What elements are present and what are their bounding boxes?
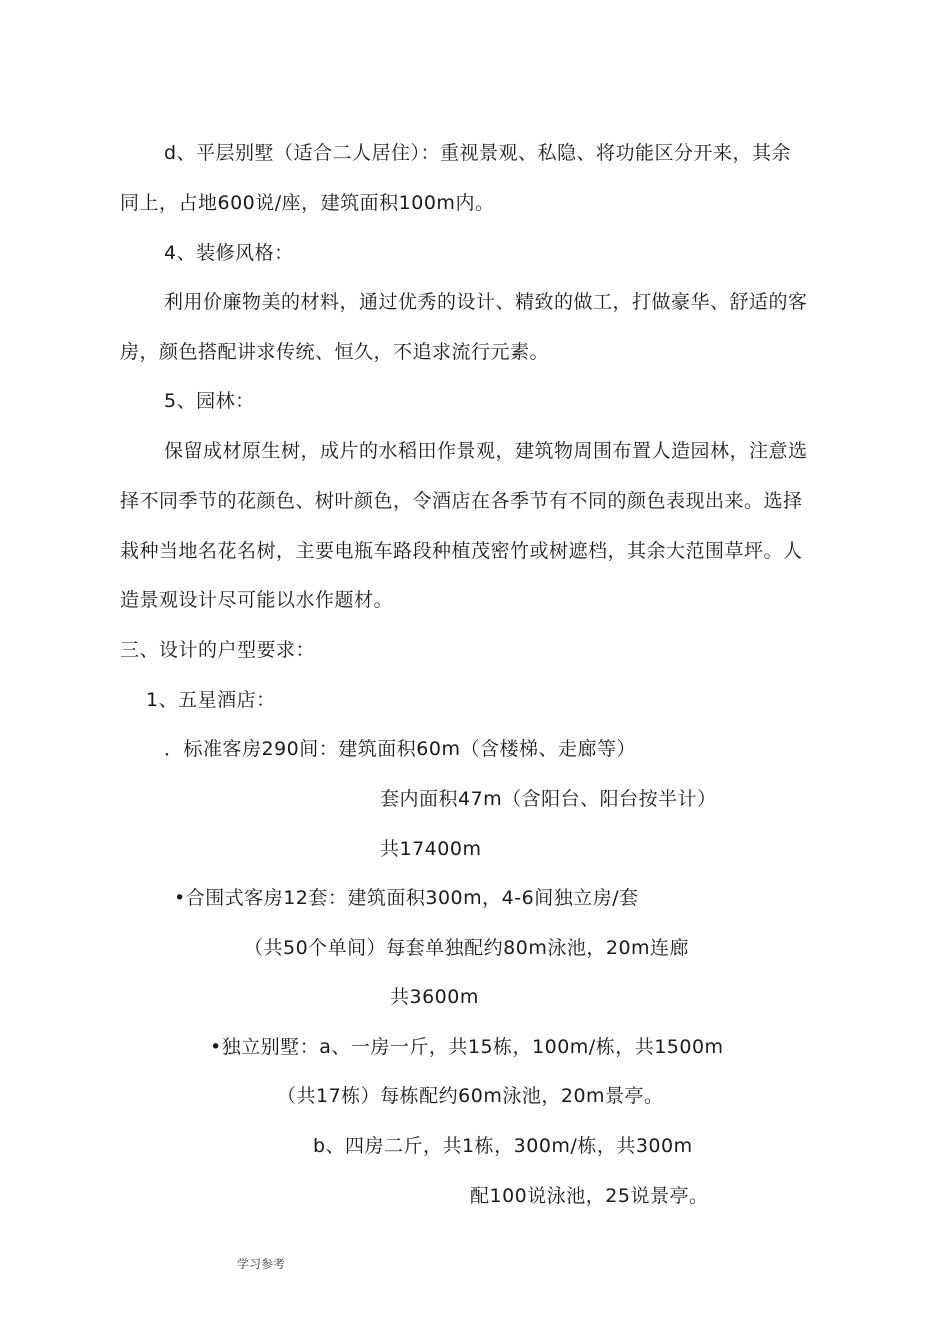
list-item-detail: （共17栋）每栋配约60m泳池，20m景亭。: [277, 1085, 664, 1107]
list-item-detail: 套内面积47m（含阳台、阳台按半计）: [380, 788, 717, 810]
paragraph-line: d、平层别墅（适合二人居住）：重视景观、私隐、将功能区分开来，其余: [164, 142, 792, 164]
paragraph-line: 同上，占地600说/座，建筑面积100m内。: [120, 192, 495, 214]
subsection-heading: 1、五星酒店：: [146, 689, 276, 711]
list-item-total: 共17400m: [380, 838, 482, 860]
section-heading: 三、设计的户型要求：: [120, 639, 316, 661]
list-item: •独立别墅：a、一房一斤，共15栋，100m/栋，共1500m: [210, 1036, 724, 1058]
paragraph-line: 栽种当地名花名树，主要电瓶车路段种植茂密竹或树遮档，其余大范围草坪。人: [120, 540, 803, 562]
page-footer: 学习参考: [237, 1257, 286, 1271]
paragraph-line: 保留成材原生树，成片的水稻田作景观，建筑物周围布置人造园林，注意选: [164, 440, 808, 462]
paragraph-line: 房，颜色搭配讲求传统、恒久，不追求流行元素。: [120, 341, 550, 363]
paragraph-line: 造景观设计尽可能以水作题材。: [120, 589, 394, 611]
paragraph-line: 择不同季节的花颜色、树叶颜色，令酒店在各季节有不同的颜色表现出来。选择: [120, 490, 803, 512]
section-heading: 5、园林：: [164, 390, 255, 412]
list-item-total: 共3600m: [390, 986, 479, 1008]
list-item: •合围式客房12套：建筑面积300m，4-6间独立房/套: [174, 887, 639, 909]
section-heading: 4、装修风格：: [164, 242, 294, 264]
list-item-detail: 配100说泳池，25说景亭。: [470, 1185, 709, 1207]
paragraph-line: 利用价廉物美的材料，通过优秀的设计、精致的做工，打做豪华、舒适的客: [164, 291, 808, 313]
list-item: ．标准客房290间：建筑面积60m（含楼梯、走廊等）: [164, 738, 636, 760]
list-item-detail: b、四房二斤，共1栋，300m/栋，共300m: [313, 1135, 693, 1157]
list-item-detail: （共50个单间）每套单独配约80m泳池，20m连廊: [244, 937, 690, 959]
